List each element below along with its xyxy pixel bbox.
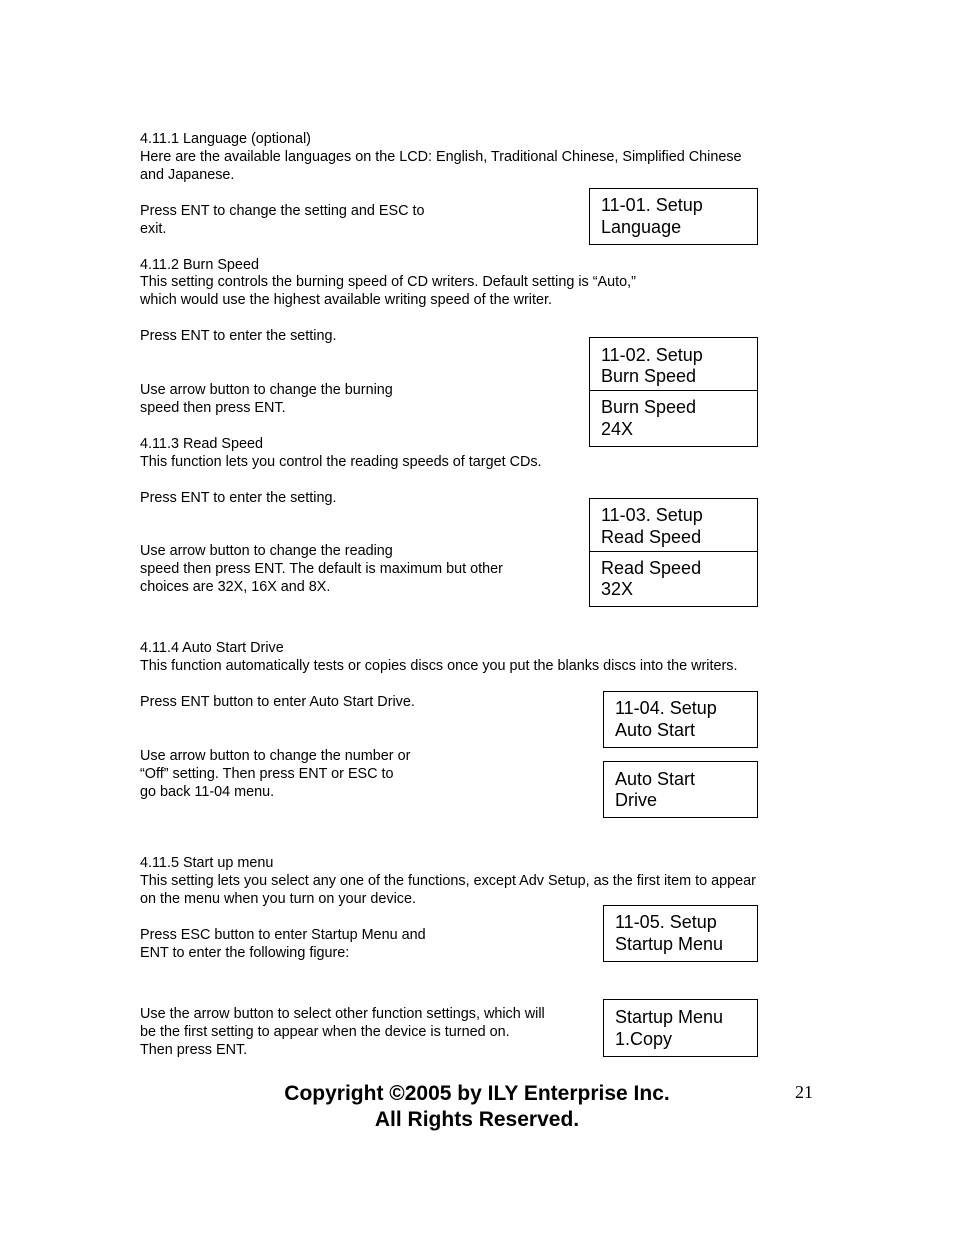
instruction-auto-start-change: Use arrow button to change the number or [140,748,411,764]
section-heading-read-speed: 4.11.3 Read Speed [140,436,263,452]
instruction-read-speed-change-cont: speed then press ENT. The default is maximum but other [140,561,503,577]
lcd-line: Burn Speed [601,397,697,417]
section-intro-startup-menu-cont: on the menu when you turn on your device. [140,891,416,907]
lcd-display-read-speed [589,498,758,607]
instruction-startup-menu-select-cont2: Then press ENT. [140,1042,248,1058]
section-intro-language-cont: and Japanese. [140,167,235,183]
section-intro-read-speed: This function lets you control the reading speeds of target CDs. [140,454,542,470]
section-intro-auto-start: This function automatically tests or copies discs once you put the blanks discs into the writers. [140,658,738,674]
instruction-startup-menu-enter-cont: ENT to enter the following figure: [140,945,350,961]
lcd-line: 11-02. Setup [601,345,703,365]
lcd-display-startup-menu [603,905,758,962]
lcd-line: Startup Menu [615,1007,724,1027]
lcd-line: Auto Start [615,769,696,789]
instruction-startup-menu-enter: Press ESC button to enter Startup Menu and [140,927,426,943]
lcd-display-auto-start [603,691,758,748]
lcd-line: 11-01. Setup [601,195,703,215]
instruction-read-speed-change-cont2: choices are 32X, 16X and 8X. [140,579,331,595]
section-heading-language: 4.11.1 Language (optional) [140,131,311,147]
lcd-divider [590,390,757,391]
instruction-startup-menu-select: Use the arrow button to select other function settings, which will [140,1006,545,1022]
lcd-line: 11-04. Setup [615,698,717,718]
lcd-line: Read Speed [601,527,702,547]
instruction-auto-start-enter: Press ENT button to enter Auto Start Drive. [140,694,415,710]
lcd-line: 11-03. Setup [601,505,703,525]
instruction-burn-speed-enter: Press ENT to enter the setting. [140,328,337,344]
lcd-line: Auto Start [615,720,696,740]
instruction-language-cont: exit. [140,221,167,237]
instruction-language: Press ENT to change the setting and ESC to [140,203,425,219]
lcd-line: Drive [615,790,658,810]
instruction-startup-menu-select-cont: be the first setting to appear when the device is turned on. [140,1024,510,1040]
section-heading-burn-speed: 4.11.2 Burn Speed [140,257,259,273]
instruction-read-speed-enter: Press ENT to enter the setting. [140,490,337,506]
instruction-auto-start-change-cont2: go back 11-04 menu. [140,784,275,800]
instruction-read-speed-change: Use arrow button to change the reading [140,543,393,559]
instruction-burn-speed-change: Use arrow button to change the burning [140,382,393,398]
section-intro-language: Here are the available languages on the LCD: English, Traditional Chinese, Simplified Chinese [140,149,742,165]
copyright-notice: Copyright ©2005 by ILY Enterprise Inc. [284,1082,670,1105]
lcd-display-language [589,188,758,245]
lcd-line: Startup Menu [615,934,724,954]
section-heading-startup-menu: 4.11.5 Start up menu [140,855,274,871]
section-intro-burn-speed-cont: which would use the highest available writing speed of the writer. [140,292,552,308]
section-intro-startup-menu: This setting lets you select any one of the functions, except Adv Setup, as the first item to appear [140,873,756,889]
lcd-line: Language [601,217,682,237]
lcd-line: Read Speed [601,558,702,578]
lcd-divider [590,551,757,552]
lcd-line: 24X [601,419,634,439]
lcd-display-startup-menu-copy [603,999,758,1057]
section-intro-burn-speed: This setting controls the burning speed of CD writers. Default setting is “Auto,” [140,274,636,290]
page-number: 21 [795,1082,813,1102]
instruction-burn-speed-change-cont: speed then press ENT. [140,400,286,416]
lcd-line: 32X [601,579,634,599]
lcd-display-auto-start-drive [603,761,758,818]
section-heading-auto-start: 4.11.4 Auto Start Drive [140,640,284,656]
lcd-display-burn-speed [589,337,758,447]
instruction-auto-start-change-cont: “Off” setting. Then press ENT or ESC to [140,766,394,782]
lcd-line: 1.Copy [615,1029,673,1049]
lcd-line: Burn Speed [601,366,697,386]
lcd-line: 11-05. Setup [615,912,717,932]
rights-reserved-notice: All Rights Reserved. [374,1108,580,1131]
